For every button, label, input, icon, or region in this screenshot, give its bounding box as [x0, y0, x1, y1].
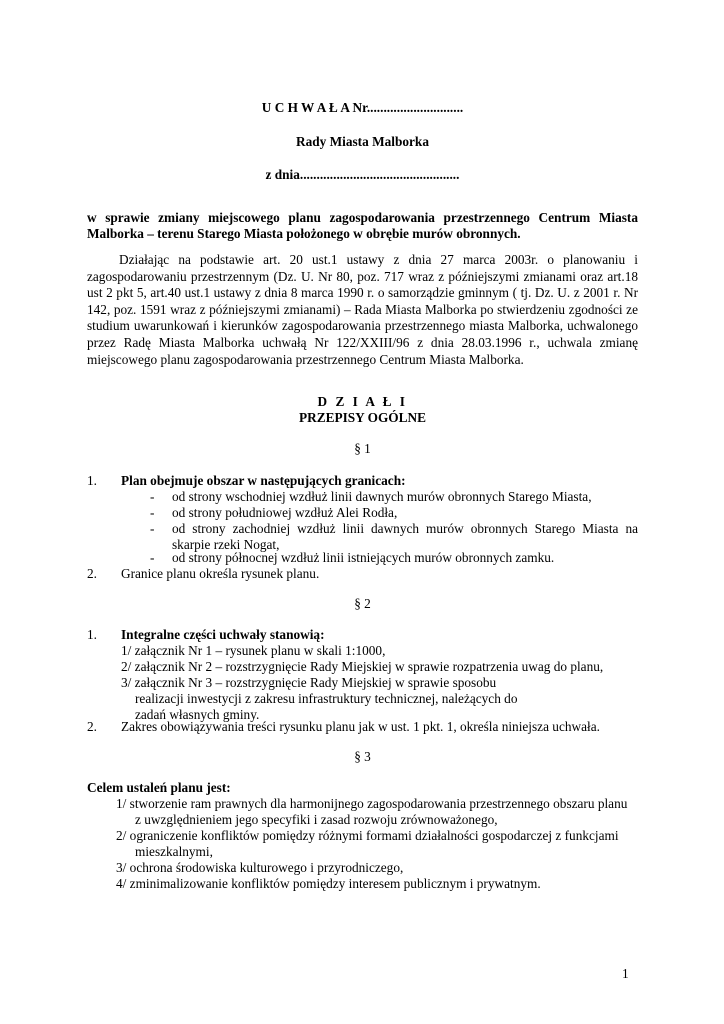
p1-item2-number: 2. [87, 566, 97, 581]
bullet-dash: - [150, 489, 155, 504]
boundary-north: od strony północnej wzdłuż linii istniejących murów obronnych zamku. [172, 550, 555, 565]
attachment-3-cont: zadań własnych gminy. [135, 707, 260, 722]
goal-3: 3/ ochrona środowiska kulturowego i przyrodniczego, [116, 860, 404, 875]
bullet-dash: - [150, 550, 155, 565]
preamble-paragraph: Działając na podstawie art. 20 ust.1 ustawy z dnia 27 marca 2003r. o planowaniu i zagospodarowaniu przestrzennym (Dz. U. Nr 80, poz. 717 wraz z późniejszymi zmianami oraz art.18 ust 2 pkt 5, art.40 ust.1 ustawy z dnia 8 marca 1990 r. o samorządzie gminnym ( tj. Dz. U. z 2001 r. Nr 142, poz. 1591 wraz z późniejszymi zmianami) – Rada Miasta Malborka po stwierdzeniu zgodności ze studium uwarunkowań i kierunków zagospodarowania przestrzennego miasta Malborka, uchwalonego przez Radę Miasta Malborka uchwałą Nr 122/XXIII/96 z dnia 28.03.1996 r., uchwala zmianę miejscowego planu zagospodarowania przestrzennego Centrum Miasta Malborka. [87, 252, 638, 367]
boundary-west: od strony zachodniej wzdłuż linii dawnych murów obronnych Starego Miasta na skarpie rzeki Nogat, [172, 521, 638, 552]
paragraph-mark-2: § 2 [354, 596, 371, 611]
p2-item2-number: 2. [87, 719, 97, 734]
council-name: Rady Miasta Malborka [296, 134, 429, 149]
section-title: D Z I A Ł I [317, 394, 408, 409]
goal-1: 1/ stworzenie ram prawnych dla harmonijnego zagospodarowania przestrzennego obszaru planu [116, 796, 628, 811]
attachment-2: 2/ załącznik Nr 2 – rozstrzygnięcie Rady Miejskiej w sprawie rozpatrzenia uwag do planu, [121, 659, 604, 674]
p1-item2-text: Granice planu określa rysunek planu. [121, 566, 320, 581]
resolution-subject: w sprawie zmiany miejscowego planu zagospodarowania przestrzennego Centrum Miasta Malborka – terenu Starego Miasta położonego w obrębie murów obronnych. [87, 210, 638, 241]
paragraph-mark-1: § 1 [354, 441, 371, 456]
p1-item1-number: 1. [87, 473, 97, 488]
section-subtitle: PRZEPISY OGÓLNE [299, 410, 426, 425]
attachment-1: 1/ załącznik Nr 1 – rysunek planu w skali 1:1000, [121, 643, 386, 658]
resolution-date: z dnia................................................ [265, 167, 460, 182]
goal-2: 2/ ograniczenie konfliktów pomiędzy różnymi formami działalności gospodarczej z funkcjami [116, 828, 619, 843]
paragraph-mark-3: § 3 [354, 749, 371, 764]
boundary-south: od strony południowej wzdłuż Alei Rodła, [172, 505, 398, 520]
p2-item1-number: 1. [87, 627, 97, 642]
bullet-dash: - [150, 505, 155, 520]
p2-item2-text: Zakres obowiązywania treści rysunku planu jak w ust. 1 pkt. 1, określa niniejsza uchwała. [121, 719, 600, 734]
resolution-title: U C H W A Ł A Nr............................. [261, 100, 464, 115]
goal-4: 4/ zminimalizowanie konfliktów pomiędzy interesem publicznym i prywatnym. [116, 876, 541, 891]
goals-lead: Celem ustaleń planu jest: [87, 780, 231, 795]
boundary-east: od strony wschodniej wzdłuż linii dawnych murów obronnych Starego Miasta, [172, 489, 592, 504]
attachment-3-cont: realizacji inwestycji z zakresu infrastruktury technicznej, należących do [135, 691, 518, 706]
page-number: 1 [622, 966, 629, 981]
goal-2-cont: mieszkalnymi, [135, 844, 213, 859]
p1-item1-text: Plan obejmuje obszar w następujących granicach: [121, 473, 406, 488]
bullet-dash: - [150, 521, 155, 536]
p2-item1-text: Integralne części uchwały stanowią: [121, 627, 325, 642]
attachment-3: 3/ załącznik Nr 3 – rozstrzygnięcie Rady Miejskiej w sprawie sposobu [121, 675, 497, 690]
goal-1-cont: z uwzględnieniem jego specyfiki i zasad rozwoju zrównoważonego, [135, 812, 498, 827]
